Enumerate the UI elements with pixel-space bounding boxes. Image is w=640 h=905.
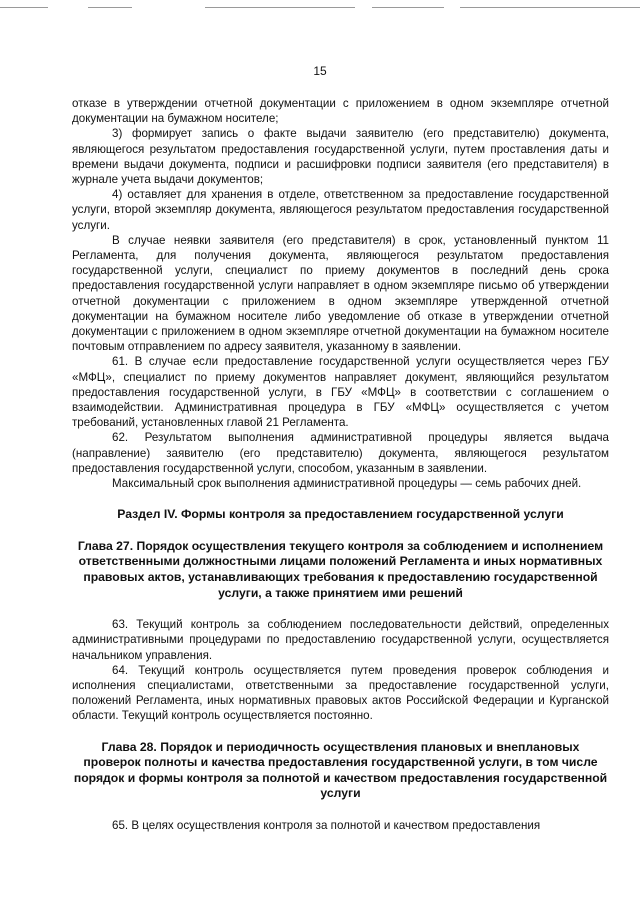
document-body xyxy=(72,96,609,833)
scan-artifact-line xyxy=(372,7,444,8)
paragraph: 64. Текущий контроль осуществляется путем проведения проверок соблюдения и исполнения специалистами, ответственными за предоставление государственной услуги, положений Регламента, иных нормативных правовых актов Российской Федерации и Курганской области. Текущий контроль осуществляется постоянно. xyxy=(72,663,609,723)
paragraph: отказе в утверждении отчетной документации с приложением в одном экземпляре отчетной документации на бумажном носителе; xyxy=(72,97,609,126)
scan-artifact-line xyxy=(0,7,48,8)
scan-artifact-line xyxy=(205,7,355,8)
paragraph: В случае неявки заявителя (его представителя) в срок, установленный пунктом 11 Регламента, для получения документа, являющегося результатом предоставления государственной услуги, специалист по приему документов в последний день срока предоставления государственной услуги направляет в одном экземпляре письмо об утверждении отчетной документации с приложением в одном экземпляре утвержденной отчетной документации на бумажном носителе либо уведомление об отказе в утверждении отчетной документации с приложением в одном экземпляре отчетной документации на бумажном носителе почтовым отправлением по адресу заявителя, указанному в заявлении. xyxy=(72,233,609,354)
page-number: 15 xyxy=(313,64,327,78)
paragraph: 61. В случае если предоставление государственной услуги осуществляется через ГБУ «МФЦ», специалист по приему документов направляет документ, являющийся результатом предоставления государственной услуги, в ГБУ «МФЦ» в соответствии с соглашением о взаимодействии. Административная процедура в ГБУ «МФЦ» осуществляется с учетом требований, установленных главой 21 Регламента. xyxy=(72,355,609,430)
paragraph: Максимальный срок выполнения административной процедуры — семь рабочих дней. xyxy=(112,477,582,491)
paragraph: 3) формирует запись о факте выдачи заявителю (его представителю) документа, являющегося результатом предоставления государственной услуги, путем проставления даты и времени выдачи документа, подписи и расшифровки подписи заявителя (его представителя) в журнале учета выдачи документов; xyxy=(72,127,609,187)
scan-artifact-line xyxy=(88,7,132,8)
chapter-28-title: Глава 28. Порядок и периодичность осуществления плановых и внеплановых проверок полноты и качества предоставления государственной услуги, в том числе порядок и формы контроля за полнотой и качеством предоставления государственной услуги xyxy=(73,739,608,801)
paragraph: 4) оставляет для хранения в отделе, ответственном за предоставление государственной услуги, второй экземпляр документа, являющегося результатом предоставления государственной услуги. xyxy=(72,188,609,232)
section-title: Раздел IV. Формы контроля за предоставлением государственной услуги xyxy=(117,507,564,522)
paragraph: 62. Результатом выполнения административной процедуры является выдача (направление) заявителю (его представителю) документа, являющегося результатом предоставления государственной услуги, способом, указанным в заявлении. xyxy=(72,431,609,475)
chapter-27-title: Глава 27. Порядок осуществления текущего контроля за соблюдением и исполнением ответственными должностными лицами положений Регламента и иных нормативных правовых актов, устанавливающих требования к предоставлению государственной услуги, а также принятием ими решений xyxy=(77,538,604,600)
paragraph: 65. В целях осуществления контроля за полнотой и качеством предоставления xyxy=(112,819,541,833)
scan-artifact-line xyxy=(460,7,640,8)
paragraph: 63. Текущий контроль за соблюдением последовательности действий, определенных административными процедурами по предоставлению государственной услуги, осуществляется начальником управления. xyxy=(72,618,609,662)
